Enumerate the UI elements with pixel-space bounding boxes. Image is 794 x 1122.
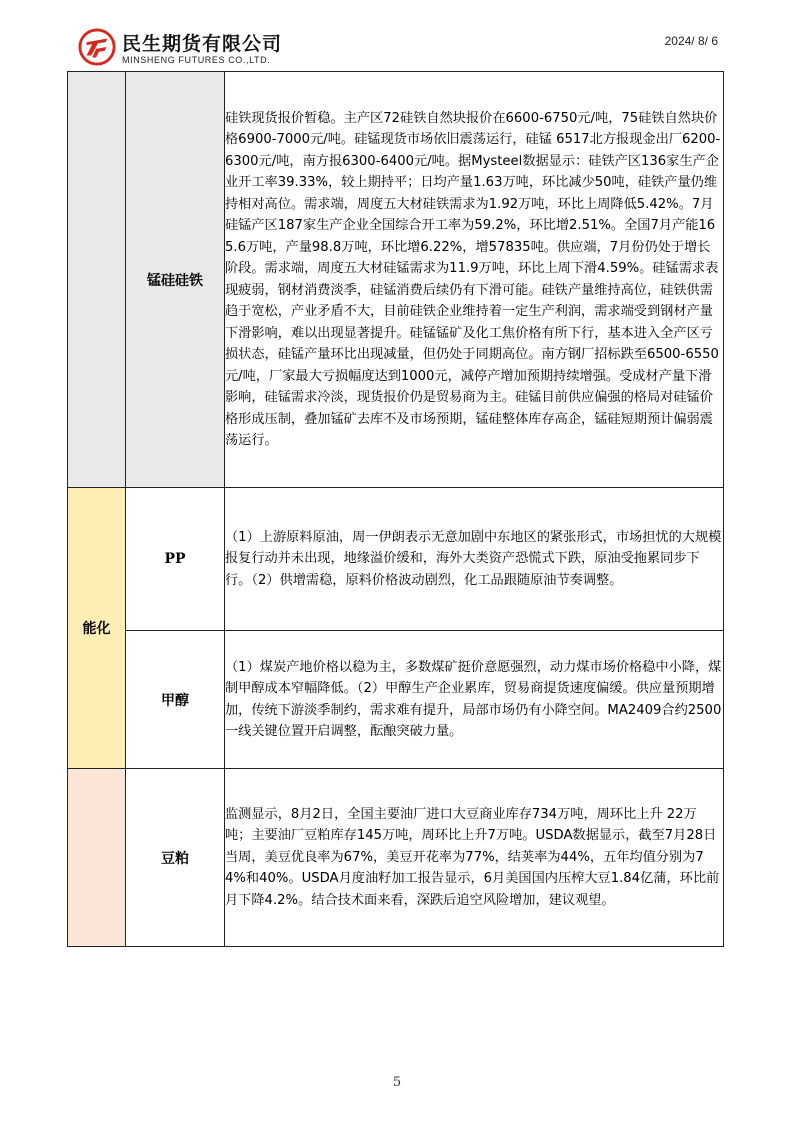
- item-cell-soymeal: 豆粕: [126, 769, 225, 947]
- page-header: [0, 0, 794, 72]
- company-name-en: MINSHENG FUTURES CO.,LTD.: [122, 55, 271, 65]
- item-cell-pp: PP: [126, 488, 225, 631]
- minsheng-logo-icon: [78, 28, 116, 66]
- sector-cell-black: [68, 72, 126, 488]
- sector-cell-agri: [68, 769, 126, 947]
- commentary-mn-si-fe: 硅铁现货报价暂稳。主产区72硅铁自然块报价在6600-6750元/吨，75硅铁自然块价格6900-7000元/吨。硅锰现货市场依旧震荡运行，硅锰 6517北方报现金出厂6200-6300元/吨，南方报6300-6400元/吨。据Mysteel数据显示：硅铁产区136家生产企业开工率39.33%，较上期持平；日均产量1.63万吨，环比减少50吨，硅铁产量仍维持相对高位。需求端，周度五大材硅铁需求为1.92万吨，环比上周降低5.42%。7月硅锰产区187家生产企业全国综合开工率为59.2%，环比增2.51%。全国7月产能165.6万吨，产量98.8万吨，环比增6.22%，增57835吨。供应端，7月份仍处于增长阶段。需求端，周度五大材硅锰需求为11.9万吨，环比上周下滑4.59%。硅锰需求表现疲弱，钢材消费淡季，硅锰消费后续仍有下滑可能。硅铁产量维持高位，硅铁供需趋于宽松，产业矛盾不大，目前硅铁企业维持着一定生产利润，需求端受到钢材产量下滑影响，难以出现显著提升。硅锰锰矿及化工焦价格有所下行，基本进入全产区亏损状态，硅锰产量环比出现减量，但仍处于同期高位。南方钢厂招标跌至6500-6550元/吨，厂家最大亏损幅度达到1000元，减停产增加预期持续增强。受成材产量下滑影响，硅锰需求冷淡，现货报价仍是贸易商为主。硅锰目前供应偏强的格局对硅锰价格形成压制，叠加锰矿去库不及市场预期，锰硅整体库存高企，锰硅短期预计偏弱震荡运行。: [225, 72, 724, 488]
- table-row: [68, 769, 724, 947]
- table-row: [68, 631, 724, 769]
- commentary-table: [67, 71, 724, 947]
- item-cell-methanol: 甲醇: [126, 631, 225, 769]
- commentary-methanol: （1）煤炭产地价格以稳为主，多数煤矿挺价意愿强烈，动力煤市场价格稳中小降，煤制甲醇成本窄幅降低。（2）甲醇生产企业累库，贸易商提货速度偏缓。供应量预期增加，传统下游淡季制约，需求难有提升，局部市场仍有小降空间。MA2409合约2500一线关键位置开启调整，酝酿突破力量。: [225, 631, 724, 769]
- commentary-soymeal: 监测显示，8月2日，全国主要油厂进口大豆商业库存734万吨，周环比上升 22万吨；主要油厂豆粕库存145万吨，周环比上升7万吨。USDA数据显示，截至7月28日当周，美豆优良率为67%，美豆开花率为77%，结荚率为44%，五年均值分别为74%和40%。USDA月度油籽加工报告显示，6月美国国内压榨大豆1.84亿蒲，环比前月下降4.2%。结合技术面来看，深跌后追空风险增加，建议观望。: [225, 769, 724, 947]
- company-name-cn: 民生期货有限公司: [122, 33, 283, 55]
- page-number: 5: [392, 1075, 402, 1090]
- item-cell-mn-si-fe: 锰硅硅铁: [126, 72, 225, 488]
- report-date: 2024/ 8/ 6: [664, 34, 718, 48]
- sector-cell-energy-chemical: 能化: [68, 488, 126, 769]
- commentary-pp: （1）上游原料原油，周一伊朗表示无意加剧中东地区的紧张形式，市场担忧的大规模报复行动并未出现，地缘溢价缓和，海外大类资产恐慌式下跌，原油受拖累同步下行。（2）供增需稳，原料价格波动剧烈，化工品跟随原油节奏调整。: [225, 488, 724, 631]
- table-row: [68, 488, 724, 631]
- table-row: [68, 72, 724, 488]
